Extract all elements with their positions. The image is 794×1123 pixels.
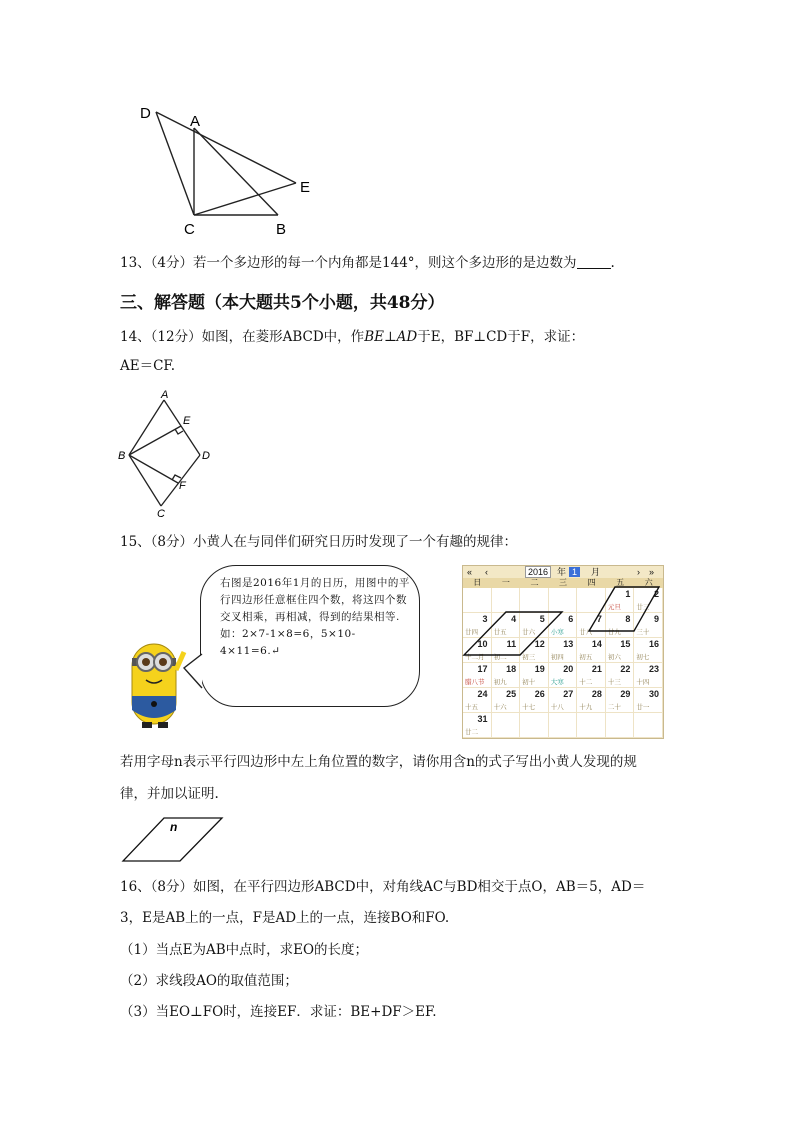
calendar-parallelograms — [462, 565, 664, 739]
next-month-button[interactable]: › — [637, 567, 640, 577]
lunar-label: 小寒 — [550, 629, 564, 636]
day-number: 4 — [511, 614, 517, 624]
month-select[interactable]: 1 — [569, 567, 580, 577]
day-number: 14 — [591, 639, 602, 649]
lunar-label: 三十 — [636, 629, 650, 636]
lunar-label: 十八 — [550, 704, 564, 711]
weekday-label: 二 — [530, 578, 539, 587]
triangle-figure-q13 — [130, 100, 330, 240]
day-number: 5 — [539, 614, 545, 624]
label-a: A — [190, 113, 201, 130]
q15-para2: 律，并加以证明. — [120, 786, 219, 802]
question-14: 14、（12分）如图，在菱形ABCD中，作BE⊥AD于E，BF⊥CD于F，求证： — [120, 329, 585, 345]
next-year-button[interactable]: » — [649, 567, 655, 577]
lunar-label: 廿四 — [465, 629, 478, 636]
lunar-label: 十四 — [636, 679, 650, 686]
day-number: 20 — [563, 664, 574, 674]
day-number: 28 — [591, 689, 602, 699]
day-number: 8 — [625, 614, 631, 624]
lunar-label: 初四 — [550, 654, 564, 661]
q14-line2: AE＝CF. — [120, 358, 175, 374]
speech-text: 右图是2016年1月的日历，用图中的平行四边形任意框住四个数，将这四个数交叉相乘，再相减，得到的结果相等. 如：2×7-1×8=6，5×10-4×11=6.↵ — [220, 577, 410, 657]
day-number: 26 — [534, 689, 545, 699]
speech-bubble-tail — [182, 648, 212, 698]
day-number: 31 — [477, 714, 488, 724]
weekday-label: 日 — [473, 578, 482, 587]
lunar-label: 十七 — [522, 704, 536, 711]
prev-year-button[interactable]: « — [467, 567, 473, 577]
lunar-label: 廿二 — [465, 729, 478, 736]
day-number: 23 — [648, 664, 659, 674]
section-heading: 三、解答题（本大题共5个小题，共48分） — [120, 293, 445, 313]
lunar-label: 廿九 — [607, 629, 621, 636]
weekday-label: 一 — [501, 578, 510, 587]
day-number: 18 — [506, 664, 517, 674]
svg-text:F: F — [179, 480, 186, 492]
lunar-label: 元旦 — [607, 604, 621, 611]
lunar-label: 初三 — [522, 654, 536, 661]
svg-text:A: A — [161, 389, 169, 401]
lunar-label: 初五 — [579, 654, 593, 661]
lunar-label: 廿八 — [579, 629, 593, 636]
rhombus-figure-q14 — [115, 388, 225, 518]
lunar-label: 廿三 — [636, 604, 650, 611]
lunar-label: 廿六 — [522, 629, 536, 636]
parallelogram-n — [120, 814, 225, 866]
label-d: D — [140, 105, 151, 122]
weekday-label: 三 — [559, 578, 568, 587]
lunar-label: 十五 — [465, 704, 478, 711]
question-15: 15、（8分）小黄人在与同伴们研究日历时发现了一个有趣的规律： — [120, 534, 518, 550]
lunar-label: 十二 — [579, 679, 593, 686]
lunar-label: 十九 — [579, 704, 593, 711]
day-number: 10 — [477, 639, 488, 649]
q16-line2: 3，E是AB上的一点，F是AD上的一点，连接BO和FO. — [120, 910, 450, 926]
prev-month-button[interactable]: ‹ — [485, 567, 488, 577]
day-number: 13 — [563, 639, 574, 649]
lunar-label: 初二 — [493, 654, 507, 661]
question-16: 16、（8分）如图，在平行四边形ABCD中，对角线AC与BD相交于点O，AB＝5，AD＝ — [120, 879, 646, 895]
day-number: 3 — [482, 614, 488, 624]
day-number: 30 — [648, 689, 659, 699]
calendar-nav: « ‹ 2016 年 1 月 › » — [463, 566, 663, 578]
lunar-label: 初十 — [522, 679, 536, 686]
day-number: 7 — [596, 614, 602, 624]
day-number: 15 — [620, 639, 631, 649]
lunar-label: 初六 — [607, 654, 621, 661]
svg-text:C: C — [157, 508, 165, 518]
q16-sub1: （1）当点E为AB中点时，求EO的长度； — [120, 942, 369, 958]
q14-math: BE⊥AD — [364, 329, 418, 345]
day-number: 24 — [477, 689, 488, 699]
day-number: 9 — [653, 614, 659, 624]
svg-text:D: D — [202, 450, 210, 462]
lunar-label: 十三 — [607, 679, 621, 686]
day-number: 17 — [477, 664, 488, 674]
svg-text:E: E — [183, 415, 191, 427]
question-13: 13、（4分）若一个多边形的每一个内角都是144°，则这个多边形的是边数为 . — [120, 255, 615, 271]
day-number: 2 — [653, 589, 659, 599]
weekday-label: 四 — [587, 578, 596, 587]
day-number: 21 — [591, 664, 602, 674]
q16-sub3: （3）当EO⊥FO时，连接EF．求证：BE+DF＞EF. — [120, 1004, 437, 1020]
label-c: C — [184, 221, 195, 238]
day-number: 22 — [620, 664, 631, 674]
answer-blank[interactable] — [577, 255, 611, 269]
q13-text: 13、（4分）若一个多边形的每一个内角都是144°，则这个多边形的是边数为 — [120, 255, 577, 271]
lunar-label: 十六 — [493, 704, 507, 711]
day-number: 19 — [534, 664, 545, 674]
lunar-label: 廿五 — [493, 629, 507, 636]
lunar-label: 初七 — [636, 654, 650, 661]
label-b: B — [276, 221, 287, 238]
lunar-label: 腊八节 — [465, 679, 485, 686]
day-number: 16 — [648, 639, 659, 649]
year-select[interactable]: 2016 — [525, 566, 551, 578]
svg-text:n: n — [170, 820, 178, 834]
weekday-label: 六 — [644, 578, 653, 587]
q15-para1: 若用字母n表示平行四边形中左上角位置的数字，请你用含n的式子写出小黄人发现的规 — [120, 754, 637, 770]
q16-sub2: （2）求线段AO的取值范围； — [120, 973, 298, 989]
lunar-label: 十二月 — [465, 654, 485, 661]
day-number: 25 — [506, 689, 517, 699]
day-number: 11 — [506, 639, 517, 649]
label-e: E — [300, 179, 311, 196]
day-number: 6 — [568, 614, 574, 624]
lunar-label: 大寒 — [550, 679, 564, 686]
lunar-label: 二十 — [607, 704, 621, 711]
day-number: 29 — [620, 689, 631, 699]
day-number: 27 — [563, 689, 574, 699]
day-number: 12 — [534, 639, 545, 649]
svg-text:B: B — [118, 450, 126, 462]
weekday-label: 五 — [616, 578, 625, 587]
lunar-label: 初九 — [493, 679, 507, 686]
day-number: 1 — [625, 589, 631, 599]
lunar-label: 廿一 — [636, 704, 650, 711]
